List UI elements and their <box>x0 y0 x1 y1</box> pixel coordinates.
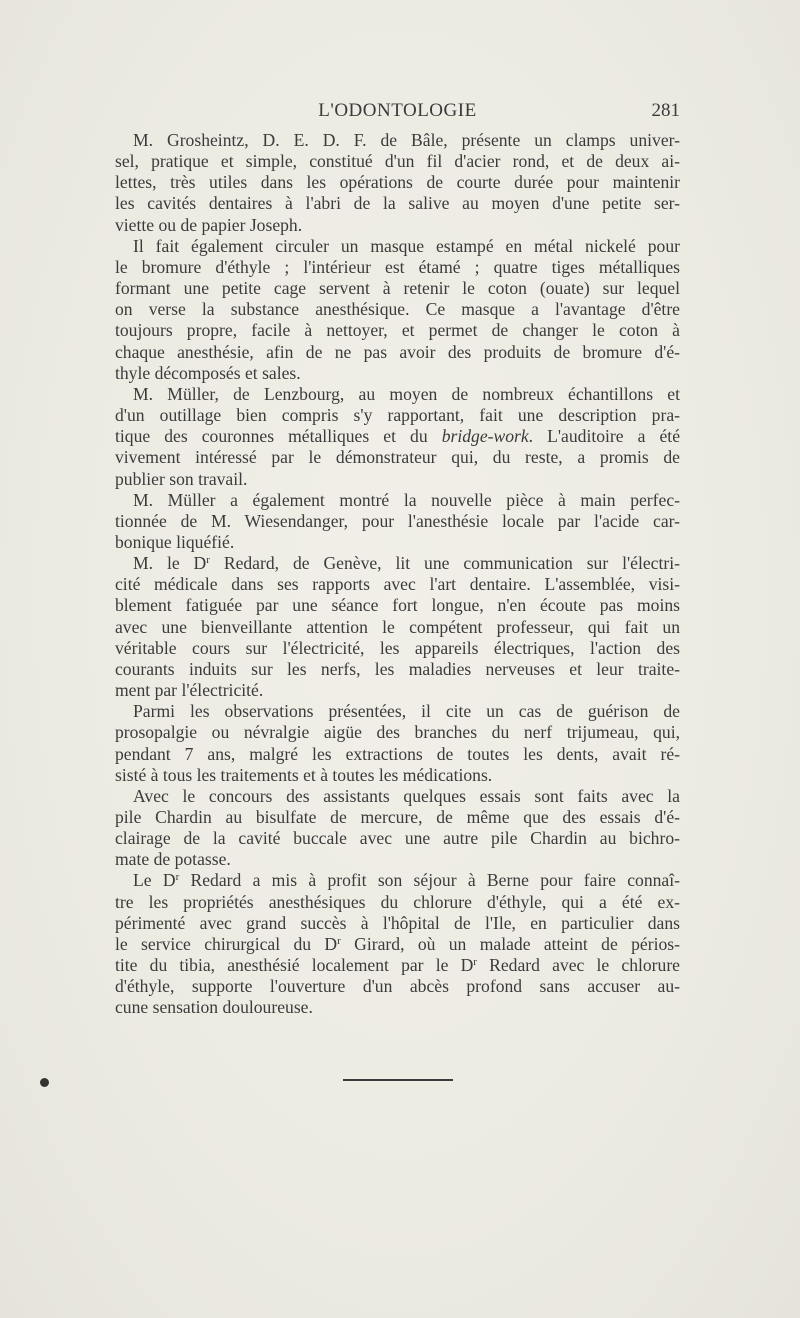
text-line: toujours propre, facile à nettoyer, et permet de changer le coton à <box>115 320 680 341</box>
text-line: le service chirurgical du $D^r$ Girard, où un malade atteint de périos- <box>115 933 680 954</box>
text-line: d'éthyle, supporte l'ouverture d'un abcès profond sans accuser au- <box>115 976 680 997</box>
section-divider <box>343 1079 453 1081</box>
paragraph <box>115 786 680 871</box>
text-line: tionnée de M. Wiesendanger, pour l'anesthésie locale par l'acide car- <box>115 510 680 531</box>
text-line: M. Grosheintz, D. E. D. F. de Bâle, présente un clamps univer- <box>133 130 680 150</box>
paragraph <box>115 384 680 490</box>
running-header <box>115 100 680 126</box>
text-line: thyle décomposés et sales. <box>115 362 301 383</box>
text-line: tite du tibia, anesthésié localement par le $D^r$ Redard avec le chlorure <box>115 955 680 976</box>
text-line: le bromure d'éthyle ; l'intérieur est étamé ; quatre tiges métalliques <box>115 256 680 277</box>
text-line: vivement intéressé par le démonstrateur qui, du reste, a promis de <box>115 447 680 468</box>
text-line: avec une bienveillante attention le compétent professeur, qui fait un <box>115 616 680 637</box>
text-line: bonique liquéfié. <box>115 531 235 552</box>
text-line: sel, pratique et simple, constitué d'un fil d'acier rond, et de deux ai- <box>115 151 680 172</box>
text-line: cune sensation douloureuse. <box>115 997 313 1018</box>
paragraph <box>115 236 680 384</box>
text-line: Le $D^r$ Redard a mis à profit son séjour à Berne pour faire connaî- <box>133 870 680 891</box>
text-line: les cavités dentaires à l'abri de la salive au moyen d'une petite ser- <box>115 193 680 214</box>
text-line: tique des couronnes métalliques et du bridge-work. L'auditoire a été <box>115 426 681 447</box>
journal-title: L'ODONTOLOGIE <box>318 100 477 121</box>
text-line: viette ou de papier Joseph. <box>115 214 303 235</box>
text-line: pile Chardin au bisulfate de mercure, de même que des essais d'é- <box>115 807 680 827</box>
text-line: d'un outillage bien compris s'y rapportant, fait une description pra- <box>115 405 680 426</box>
article-body <box>115 130 680 1019</box>
text-line: sisté à tous les traitements et à toutes les médications. <box>115 764 493 785</box>
text-line: on verse la substance anesthésique. Ce masque a l'avantage d'être <box>115 299 680 320</box>
ink-dot <box>40 1078 49 1087</box>
paragraph <box>115 870 680 1018</box>
text-line: courants induits sur les nerfs, les maladies nerveuses et leur traite- <box>115 658 680 679</box>
text-line: chaque anesthésie, afin de ne pas avoir des produits de bromure d'é- <box>115 341 680 362</box>
text-line: formant une petite cage servent à retenir le coton (ouate) sur lequel <box>115 278 680 299</box>
text-line: Il fait également circuler un masque estampé en métal nickelé pour <box>133 235 680 256</box>
text-line: prosopalgie ou névralgie aigüe des branches du nerf trijumeau, qui, <box>115 722 680 743</box>
text-line: lettes, très utiles dans les opérations de courte durée pour maintenir <box>115 172 680 193</box>
text-line: mate de potasse. <box>115 849 231 870</box>
text-line: ment par l'électricité. <box>115 680 264 701</box>
text-line: M. le $D^r$ Redard, de Genève, lit une communication sur l'électri- <box>133 553 680 574</box>
paragraph <box>115 490 680 553</box>
paragraph <box>115 130 680 236</box>
text-line: cité médicale dans ses rapports avec l'art dentaire. L'assemblée, visi- <box>115 574 680 595</box>
text-line: M. Müller, de Lenzbourg, au moyen de nombreux échantillons et <box>133 383 680 404</box>
page-number: 281 <box>651 100 680 121</box>
text-line: Parmi les observations présentées, il cite un cas de guérison de <box>133 701 680 722</box>
text-line: véritable cours sur l'électricité, les appareils électriques, l'action des <box>115 637 680 658</box>
text-line: clairage de la cavité buccale avec une autre pile Chardin au bichro- <box>115 828 680 849</box>
paragraph <box>115 701 680 786</box>
paragraph <box>115 553 680 701</box>
text-line: tre les propriétés anesthésiques du chlorure d'éthyle, qui a été ex- <box>115 891 680 912</box>
text-line: blement fatiguée par une séance fort longue, n'en écoute pas moins <box>115 595 680 616</box>
text-line: Avec le concours des assistants quelques essais sont faits avec la <box>133 785 680 806</box>
text-line: M. Müller a également montré la nouvelle pièce à main perfec- <box>133 489 680 510</box>
text-line: pendant 7 ans, malgré les extractions de toutes les dents, avait ré- <box>115 743 680 764</box>
text-line: périmenté avec grand succès à l'hôpital de l'Ile, en particulier dans <box>115 912 680 933</box>
text-line: publier son travail. <box>115 468 248 489</box>
